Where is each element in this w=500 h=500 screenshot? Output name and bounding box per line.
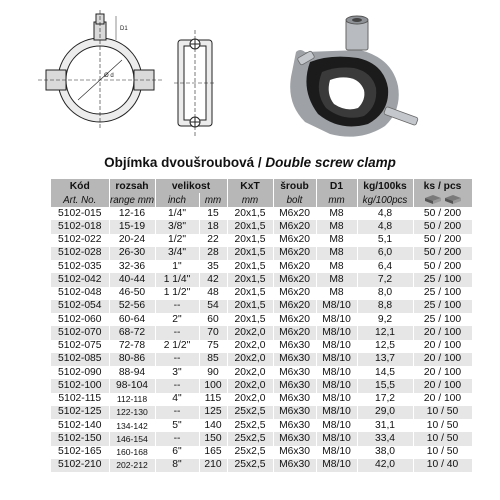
cell-size-mm: 70	[199, 326, 227, 339]
sub-kxt-mm: mm	[227, 193, 273, 207]
cell-range: 46-50	[109, 287, 155, 300]
table-row	[51, 353, 472, 366]
cell-pcs: 10 / 50	[413, 419, 472, 432]
cell-size-mm: 35	[199, 260, 227, 273]
cell-size-mm: 75	[199, 340, 227, 353]
cell-d1: M8	[316, 273, 357, 286]
cell-d1: M8/10	[316, 379, 357, 392]
cell-d1: M8/10	[316, 406, 357, 419]
cell-d1: M8/10	[316, 446, 357, 459]
cell-size-mm: 100	[199, 379, 227, 392]
cell-bolt: M6x20	[273, 207, 316, 220]
cell-size-mm: 48	[199, 287, 227, 300]
cell-range: 122-130	[109, 406, 155, 419]
cell-size-mm: 85	[199, 353, 227, 366]
cell-inch: --	[155, 353, 199, 366]
cell-range: 52-56	[109, 300, 155, 313]
cell-weight: 9,2	[357, 313, 413, 326]
cell-d1: M8	[316, 207, 357, 220]
cell-size-mm: 54	[199, 300, 227, 313]
cell-range: 134-142	[109, 419, 155, 432]
cell-bolt: M6x30	[273, 419, 316, 432]
cell-weight: 31,1	[357, 419, 413, 432]
cell-kxt: 20x2,0	[227, 340, 273, 353]
cell-bolt: M6x30	[273, 340, 316, 353]
table-row	[51, 446, 472, 459]
cell-d1: M8/10	[316, 340, 357, 353]
col-kg: kg/100ks	[357, 179, 413, 193]
table-row	[51, 273, 472, 286]
cell-bolt: M6x30	[273, 432, 316, 445]
cell-inch: 6"	[155, 446, 199, 459]
title-en: Double screw clamp	[265, 155, 396, 170]
cell-size-mm: 90	[199, 366, 227, 379]
table-row	[51, 300, 472, 313]
cell-size-mm: 22	[199, 234, 227, 247]
cell-inch: --	[155, 300, 199, 313]
cell-bolt: M6x30	[273, 366, 316, 379]
cell-bolt: M6x30	[273, 379, 316, 392]
cell-inch: 3/4"	[155, 247, 199, 260]
cell-kxt: 20x1,5	[227, 220, 273, 233]
sub-range: range mm	[109, 194, 155, 206]
cell-kxt: 20x1,5	[227, 300, 273, 313]
cell-d1: M8/10	[316, 313, 357, 326]
col-kxt: KxT	[227, 179, 273, 193]
cell-pcs: 10 / 50	[413, 432, 472, 445]
table-row	[51, 419, 472, 432]
cell-inch: 8"	[155, 459, 199, 472]
col-velikost: velikost	[155, 179, 227, 193]
cell-inch: 2 1/2"	[155, 340, 199, 353]
cell-range: 72-78	[109, 340, 155, 353]
cell-size-mm: 125	[199, 406, 227, 419]
cell-inch: 5"	[155, 419, 199, 432]
cell-art-no: 5102-054	[51, 300, 109, 313]
cell-weight: 8,0	[357, 287, 413, 300]
cell-pcs: 25 / 100	[413, 300, 472, 313]
cell-kxt: 20x1,5	[227, 273, 273, 286]
cell-range: 80-86	[109, 353, 155, 366]
cell-art-no: 5102-075	[51, 340, 109, 353]
cell-size-mm: 165	[199, 446, 227, 459]
cell-range: 15-19	[109, 220, 155, 233]
cell-size-mm: 210	[199, 459, 227, 472]
sub-d1-mm: mm	[316, 193, 357, 207]
cell-art-no: 5102-070	[51, 326, 109, 339]
cell-inch: 1"	[155, 260, 199, 273]
cell-kxt: 20x2,0	[227, 379, 273, 392]
cell-pcs: 25 / 100	[413, 287, 472, 300]
cell-inch: --	[155, 326, 199, 339]
cell-d1: M8	[316, 247, 357, 260]
cell-inch: 1 1/2"	[155, 287, 199, 300]
cell-d1: M8/10	[316, 353, 357, 366]
sub-kg: kg/100pcs	[357, 193, 413, 207]
cell-bolt: M6x30	[273, 406, 316, 419]
cell-pcs: 20 / 100	[413, 326, 472, 339]
cell-art-no: 5102-015	[51, 207, 109, 220]
cell-bolt: M6x20	[273, 300, 316, 313]
cell-d1: M8/10	[316, 432, 357, 445]
cell-weight: 12,1	[357, 326, 413, 339]
cell-pcs: 25 / 100	[413, 313, 472, 326]
cell-bolt: M6x20	[273, 220, 316, 233]
cell-weight: 8,8	[357, 300, 413, 313]
cell-bolt: M6x20	[273, 234, 316, 247]
cell-d1: M8	[316, 260, 357, 273]
table-row	[51, 406, 472, 419]
cell-pcs: 20 / 100	[413, 379, 472, 392]
cell-pcs: 50 / 200	[413, 247, 472, 260]
cell-kxt: 20x1,5	[227, 247, 273, 260]
cell-weight: 13,7	[357, 353, 413, 366]
cell-d1: M8/10	[316, 419, 357, 432]
product-drawings	[0, 0, 500, 150]
cell-kxt: 20x1,5	[227, 287, 273, 300]
cell-pcs: 20 / 100	[413, 353, 472, 366]
cell-size-mm: 150	[199, 432, 227, 445]
table-row	[51, 234, 472, 247]
cell-art-no: 5102-165	[51, 446, 109, 459]
cell-weight: 38,0	[357, 446, 413, 459]
cell-bolt: M6x30	[273, 393, 316, 406]
title-cz: Objímka dvoušroubová /	[104, 155, 266, 170]
cell-weight: 33,4	[357, 432, 413, 445]
cell-weight: 14,5	[357, 366, 413, 379]
cell-range: 68-72	[109, 326, 155, 339]
cell-pcs: 20 / 100	[413, 393, 472, 406]
clamp-front-drawing	[38, 10, 162, 128]
col-rozsah: rozsah	[109, 179, 155, 193]
table-row	[51, 326, 472, 339]
cell-range: 88-94	[109, 366, 155, 379]
cell-art-no: 5102-150	[51, 432, 109, 445]
cell-weight: 5,1	[357, 234, 413, 247]
cell-art-no: 5102-048	[51, 287, 109, 300]
cell-weight: 15,5	[357, 379, 413, 392]
cell-art-no: 5102-140	[51, 419, 109, 432]
cell-size-mm: 42	[199, 273, 227, 286]
cell-art-no: 5102-018	[51, 220, 109, 233]
col-kod: Kód	[51, 179, 109, 193]
cell-weight: 6,4	[357, 260, 413, 273]
table-row	[51, 366, 472, 379]
cell-art-no: 5102-060	[51, 313, 109, 326]
table-row	[51, 432, 472, 445]
col-ks: ks / pcs	[413, 179, 472, 193]
cell-inch: 1/4"	[155, 207, 199, 220]
cell-inch: --	[155, 406, 199, 419]
cell-weight: 7,2	[357, 273, 413, 286]
table-row	[51, 207, 472, 220]
header-row	[51, 179, 472, 193]
cell-pcs: 10 / 40	[413, 459, 472, 472]
cell-bolt: M6x30	[273, 353, 316, 366]
cell-size-mm: 18	[199, 220, 227, 233]
cell-kxt: 20x2,0	[227, 366, 273, 379]
cell-art-no: 5102-042	[51, 273, 109, 286]
cell-weight: 17,2	[357, 393, 413, 406]
table-row	[51, 313, 472, 326]
cell-d1: M8/10	[316, 459, 357, 472]
cell-size-mm: 15	[199, 207, 227, 220]
sub-bolt: bolt	[273, 193, 316, 207]
col-sroub: šroub	[273, 179, 316, 193]
cell-range: 12-16	[109, 207, 155, 220]
cell-d1: M8/10	[316, 393, 357, 406]
cell-art-no: 5102-115	[51, 393, 109, 406]
cell-d1: M8/10	[316, 300, 357, 313]
col-d1: D1	[316, 179, 357, 193]
cell-pcs: 50 / 200	[413, 207, 472, 220]
cell-range: 160-168	[109, 446, 155, 459]
cell-range: 202-212	[109, 459, 155, 472]
table-row	[51, 393, 472, 406]
cell-pcs: 20 / 100	[413, 366, 472, 379]
cell-kxt: 20x2,0	[227, 393, 273, 406]
cell-pcs: 10 / 50	[413, 406, 472, 419]
table-row	[51, 220, 472, 233]
sub-mm: mm	[199, 193, 227, 207]
cell-kxt: 25x2,5	[227, 459, 273, 472]
cell-bolt: M6x20	[273, 287, 316, 300]
cell-inch: 3"	[155, 366, 199, 379]
cell-pcs: 10 / 50	[413, 446, 472, 459]
cell-d1: M8	[316, 234, 357, 247]
d1-label: D1	[120, 26, 128, 32]
cell-d1: M8	[316, 220, 357, 233]
cell-art-no: 5102-028	[51, 247, 109, 260]
cell-range: 60-64	[109, 313, 155, 326]
cell-bolt: M6x20	[273, 260, 316, 273]
cell-weight: 29,0	[357, 406, 413, 419]
cell-art-no: 5102-210	[51, 459, 109, 472]
cell-bolt: M6x20	[273, 247, 316, 260]
cell-d1: M8	[316, 287, 357, 300]
cell-art-no: 5102-022	[51, 234, 109, 247]
box-icon	[423, 194, 463, 205]
cell-range: 20-24	[109, 234, 155, 247]
cell-inch: 1/2"	[155, 234, 199, 247]
cell-range: 146-154	[109, 432, 155, 445]
cell-size-mm: 115	[199, 393, 227, 406]
subheader-row	[51, 193, 472, 207]
cell-art-no: 5102-085	[51, 353, 109, 366]
cell-kxt: 25x2,5	[227, 406, 273, 419]
cell-size-mm: 60	[199, 313, 227, 326]
cell-pcs: 20 / 100	[413, 340, 472, 353]
cell-inch: --	[155, 432, 199, 445]
cell-size-mm: 140	[199, 419, 227, 432]
cell-kxt: 20x1,5	[227, 207, 273, 220]
table-row	[51, 260, 472, 273]
cell-range: 112-118	[109, 393, 155, 406]
table-row	[51, 459, 472, 472]
cell-weight: 4,8	[357, 220, 413, 233]
cell-kxt: 25x2,5	[227, 446, 273, 459]
spec-table-body	[51, 207, 472, 472]
cell-weight: 42,0	[357, 459, 413, 472]
cell-range: 32-36	[109, 260, 155, 273]
cell-d1: M8/10	[316, 366, 357, 379]
cell-kxt: 20x2,0	[227, 326, 273, 339]
cell-d1: M8/10	[316, 326, 357, 339]
cell-inch: 1 1/4"	[155, 273, 199, 286]
cell-bolt: M6x20	[273, 313, 316, 326]
spec-table	[51, 179, 473, 472]
cell-kxt: 20x1,5	[227, 234, 273, 247]
sub-inch: inch	[155, 193, 199, 207]
cell-range: 26-30	[109, 247, 155, 260]
cell-range: 98-104	[109, 379, 155, 392]
cell-pcs: 50 / 200	[413, 260, 472, 273]
cell-art-no: 5102-125	[51, 406, 109, 419]
cell-inch: --	[155, 379, 199, 392]
cell-art-no: 5102-100	[51, 379, 109, 392]
cell-weight: 12,5	[357, 340, 413, 353]
diameter-label: Ø d	[104, 73, 114, 79]
cell-inch: 2"	[155, 313, 199, 326]
cell-kxt: 25x2,5	[227, 432, 273, 445]
clamp-side-drawing	[174, 30, 216, 136]
cell-bolt: M6x30	[273, 459, 316, 472]
cell-size-mm: 28	[199, 247, 227, 260]
cell-inch: 4"	[155, 393, 199, 406]
page-title	[0, 155, 500, 170]
clamp-photo	[290, 16, 418, 137]
cell-kxt: 20x2,0	[227, 353, 273, 366]
cell-weight: 6,0	[357, 247, 413, 260]
table-row	[51, 287, 472, 300]
cell-kxt: 20x1,5	[227, 313, 273, 326]
cell-bolt: M6x20	[273, 326, 316, 339]
cell-kxt: 20x1,5	[227, 260, 273, 273]
cell-range: 40-44	[109, 273, 155, 286]
cell-kxt: 25x2,5	[227, 419, 273, 432]
table-row	[51, 247, 472, 260]
cell-pcs: 50 / 200	[413, 234, 472, 247]
sub-ks	[413, 193, 472, 207]
cell-pcs: 25 / 100	[413, 273, 472, 286]
cell-inch: 3/8"	[155, 220, 199, 233]
cell-bolt: M6x20	[273, 273, 316, 286]
table-row	[51, 340, 472, 353]
cell-art-no: 5102-090	[51, 366, 109, 379]
cell-bolt: M6x30	[273, 446, 316, 459]
sub-art-no: Art. No.	[51, 193, 109, 207]
cell-art-no: 5102-035	[51, 260, 109, 273]
cell-pcs: 50 / 200	[413, 220, 472, 233]
table-row	[51, 379, 472, 392]
cell-weight: 4,8	[357, 207, 413, 220]
